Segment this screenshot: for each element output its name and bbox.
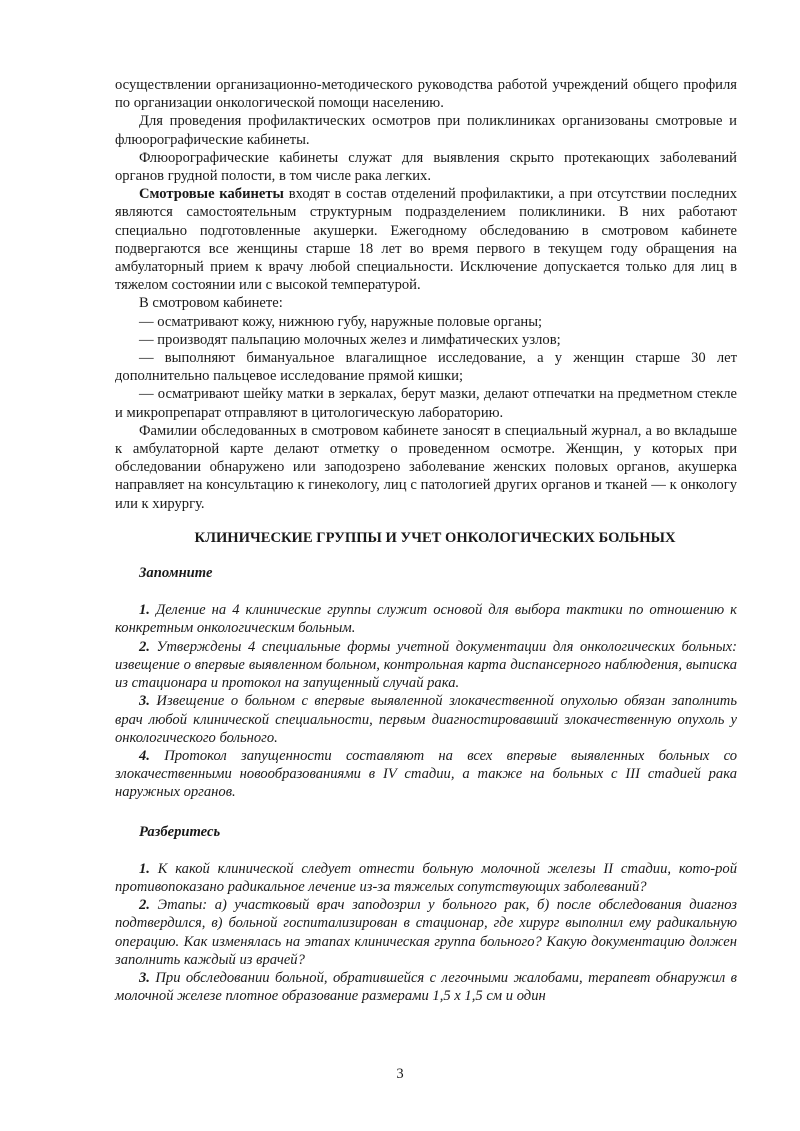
examine-heading: Разберитесь xyxy=(139,823,221,840)
item-text: При обследовании больной, обратившейся с легочными жалобами, терапевт обнаружил в молочной железе плотное образование размерами 1,5 х 1,5 см и один xyxy=(115,969,737,1005)
examine-item xyxy=(115,969,737,1005)
item-text: Протокол запущенности составляют на всех впервые выявленных больных со злокачественными новообразованиями в IV стадии, а также на больных с III стадией рака наружных органов. xyxy=(115,747,737,801)
list-item: — выполняют бимануальное влагалищное исследование, а у женщин старше 30 лет дополнительно пальцевое исследование прямой кишки; xyxy=(115,350,737,385)
paragraph-examination-rooms xyxy=(115,185,737,294)
item-text: Деление на 4 клинические группы служит основой для выбора тактики по отношению к конкретным онкологическим больным. xyxy=(115,602,737,637)
remember-item xyxy=(115,638,737,693)
list-item: — осматривают шейку матки в зеркалах, берут мазки, делают отпечатки на предметном стекле и микропрепарат отправляют в цитологическую лабораторию. xyxy=(115,386,737,421)
examine-item xyxy=(115,860,737,896)
remember-item xyxy=(115,747,737,802)
item-number: 2. xyxy=(139,638,150,655)
remember-heading: Запомните xyxy=(139,565,213,582)
examine-item xyxy=(115,896,737,969)
term-examination-rooms: Смотровые кабинеты xyxy=(139,186,284,203)
spacer xyxy=(115,841,737,860)
item-number: 4. xyxy=(139,747,150,764)
spacer xyxy=(115,582,737,601)
item-number: 1. xyxy=(139,602,150,619)
paragraph-screening-rooms: Для проведения профилактических осмотров при поликлиниках организованы смотровые и флюорографические кабинеты. xyxy=(115,113,737,148)
item-text: Этапы: а) участковый врач заподозрил у больного рак, б) после обследования диагноз подтвердился, в) больной госпитализирован в стационар, где хирург выполнил ему радикальную операцию. Как изменялась на этапах клиническая группа больного? Какую документацию должен заполнить каждый из врачей? xyxy=(115,897,737,968)
paragraph-continuation: осуществлении организационно-методического руководства работой учреждений общего профиля по организации онкологической помощи населению. xyxy=(115,77,737,112)
paragraph-examination-rooms-text: входят в состав отделений профилактики, а при отсутствии последних являются самостоятельным структурным подразделением поликлиники. В них работают специально подготовленные акушерки. Ежегодному обследованию в смотровом кабинете подвергаются все женщины старше 18 лет во время первого в текущем году обращения на амбулаторный прием к врачу любой специальности. Исключение допускается только для лиц в тяжелом состоянии или с высокой температурой. xyxy=(115,186,738,294)
item-number: 2. xyxy=(139,897,150,914)
item-number: 3. xyxy=(139,693,150,710)
paragraph-records: Фамилии обследованных в смотровом кабинете заносят в специальный журнал, а во вкладыше к амбулаторной карте делают отметку о проведенном осмотре. Женщин, у которых при обследовании обнаружено или заподозрено заболевание женских половых органов, акушерка направляет на консультацию к гинекологу, лиц с патологией других органов и тканей — к онкологу или к хирургу. xyxy=(115,422,737,512)
page-number: 3 xyxy=(396,1066,404,1082)
list-item: — осматривают кожу, нижнюю губу, наружные половые органы; xyxy=(139,313,543,330)
item-text: К какой клинической следует отнести больную молочной железы II стадии, кото-рой противопоказано радикальное лечение из-за тяжелых сопутствующих заболеваний? xyxy=(115,860,737,895)
spacer xyxy=(115,802,737,823)
list-item: — производят пальпацию молочных желез и лимфатических узлов; xyxy=(139,331,561,348)
item-text: Извещение о больном с впервые выявленной злокачественной опухолью обязан заполнить врач любой клинической специальности, первым диагностировавший злокачественную опухоль у онкологического больного. xyxy=(115,693,737,746)
section-title: КЛИНИЧЕСКИЕ ГРУППЫ И УЧЕТ ОНКОЛОГИЧЕСКИХ БОЛЬНЫХ xyxy=(194,529,676,546)
item-number: 1. xyxy=(139,860,150,877)
remember-item xyxy=(115,601,737,637)
item-text: Утверждены 4 специальные формы учетной документации для онкологических больных: извещение о впервые выявленном больном, контрольная карта диспансерного наблюдения, выписка из стационара и протокол на запущенный случай рака. xyxy=(115,638,737,692)
item-number: 3. xyxy=(139,969,150,986)
document-page xyxy=(115,76,737,1005)
remember-item xyxy=(115,692,737,747)
paragraph-fluorography: Флюорографические кабинеты служат для выявления скрыто протекающих заболеваний органов грудной полости, в том числе рака легких. xyxy=(115,149,737,185)
list-intro: В смотровом кабинете: xyxy=(139,295,283,312)
